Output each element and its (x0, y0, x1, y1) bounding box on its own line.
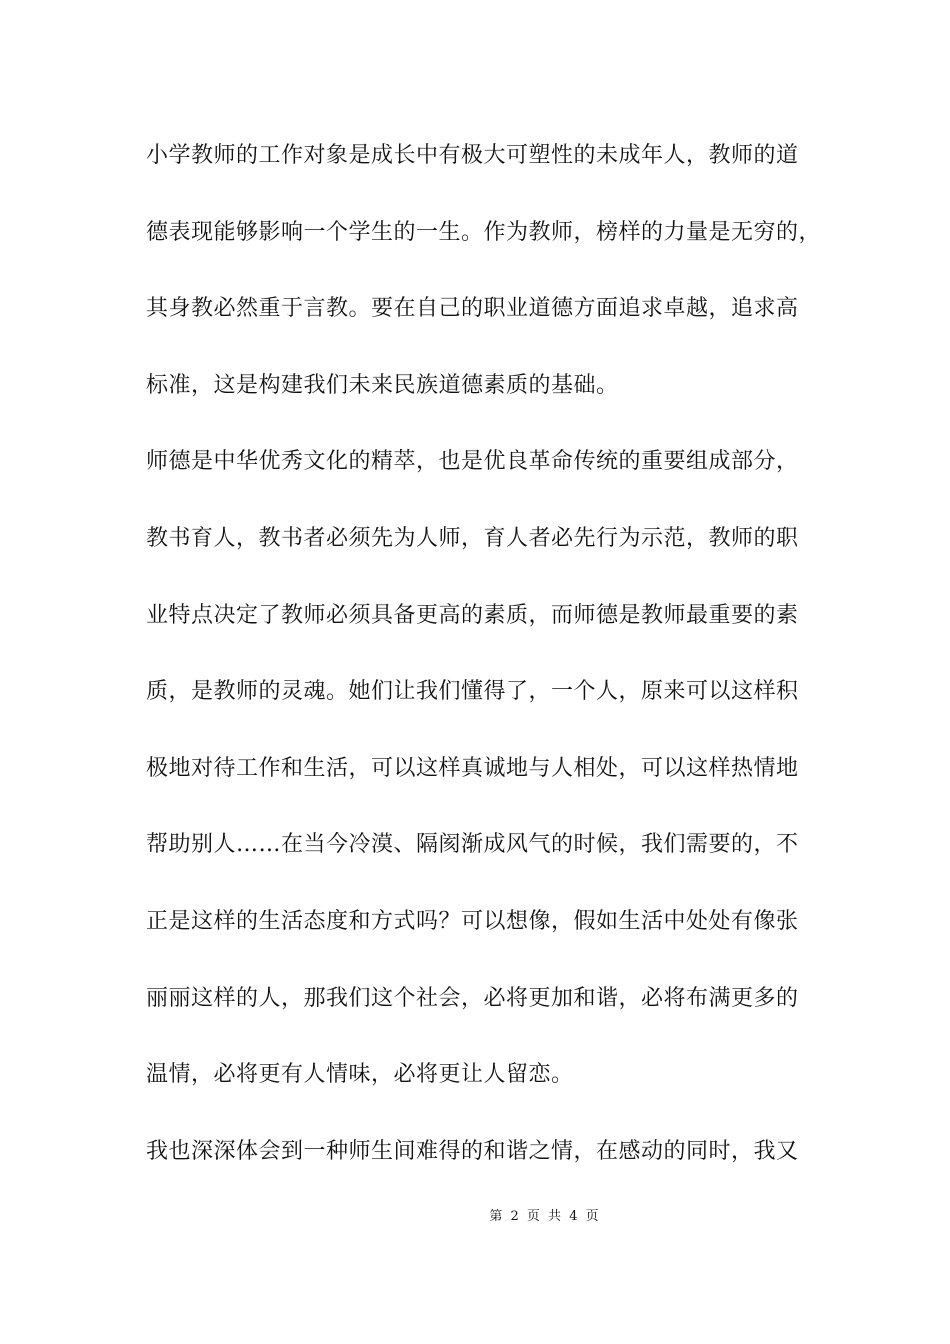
text-line: 丽丽这样的人，那我们这个社会，必将更加和谐，必将布满更多的 (146, 985, 799, 1011)
text-line: 帮助别人……在当今冷漠、隔阂渐成风气的时候，我们需要的，不 (146, 832, 799, 858)
text-line: 小学教师的工作对象是成长中有极大可塑性的未成年人，教师的道 (146, 143, 799, 168)
body-text (146, 138, 822, 1210)
text-line: 极地对待工作和生活，可以这样真诚地与人相处，可以这样热情地 (146, 755, 799, 781)
page-number-footer: 第 2 页 共 4 页 (489, 1209, 601, 1224)
text-line: 正是这样的生活态度和方式吗？可以想像，假如生活中处处有像张 (146, 908, 799, 934)
text-line: 德表现能够影响一个学生的一生。作为教师，榜样的力量是无穷的， (146, 219, 822, 245)
text-line: 业特点决定了教师必须具备更高的素质，而师德是教师最重要的素 (146, 602, 799, 628)
text-line: 标准，这是构建我们未来民族道德素质的基础。 (146, 372, 619, 398)
text-line: 温情，必将更有人情味，必将更让人留恋。 (146, 1062, 574, 1088)
text-line: 我也深深体会到一种师生间难得的和谐之情，在感动的同时，我又 (146, 1138, 799, 1164)
text-line: 教书育人，教书者必须先为人师，育人者必先行为示范，教师的职 (146, 525, 799, 551)
text-line: 质，是教师的灵魂。她们让我们懂得了，一个人，原来可以这样积 (146, 679, 799, 705)
text-line: 师德是中华优秀文化的精萃，也是优良革命传统的重要组成部分， (146, 449, 799, 475)
text-line: 其身教必然重于言教。要在自己的职业道德方面追求卓越，追求高 (146, 296, 799, 322)
